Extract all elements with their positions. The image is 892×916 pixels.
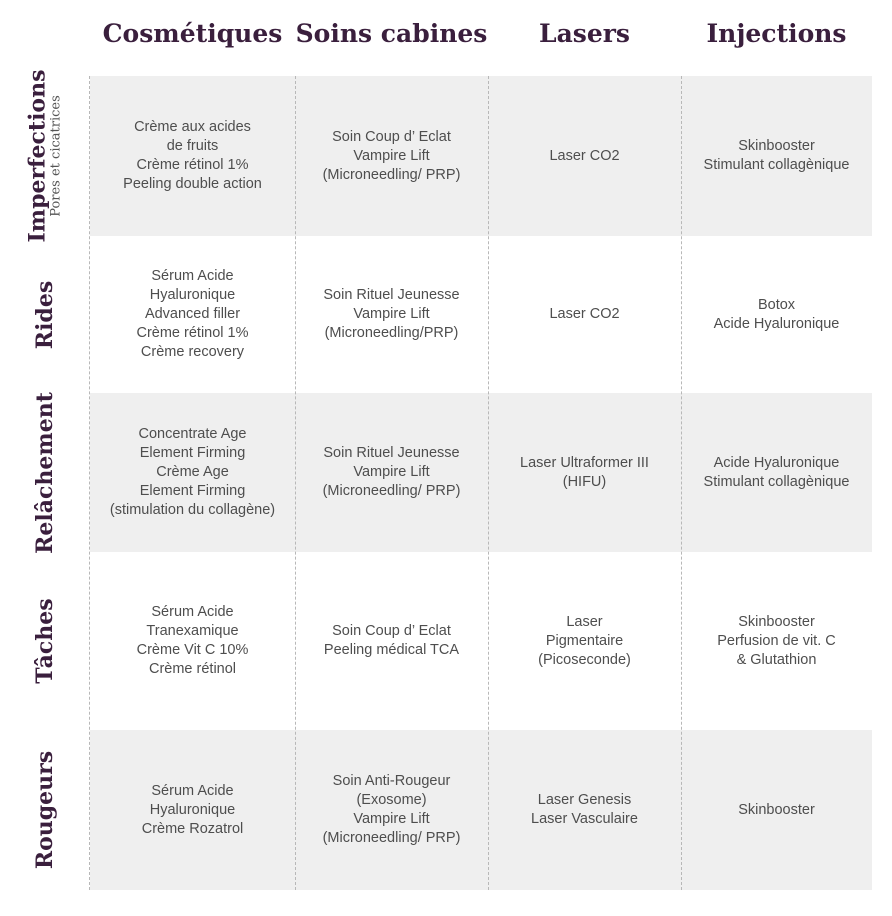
table-cell: Laser CO2 (549, 147, 620, 164)
table-cell: Botox Acide Hyaluronique (713, 296, 840, 332)
row-title: Rides (32, 280, 58, 349)
table-cell: Skinbooster (738, 801, 815, 818)
table-cell: Sérum Acide Tranexamique Crème Vit C 10% Crème rétinol (136, 604, 249, 677)
table-cell: Skinbooster Stimulant collagènique (703, 138, 850, 173)
table-cell: Laser Ultraformer III (HIFU) (520, 454, 649, 490)
table-cell: Laser CO2 (549, 306, 620, 322)
table-cell: Soin Rituel Jeunesse Vampire Lift (Microneedling/ PRP) (322, 445, 461, 499)
row-label-rides (0, 236, 90, 393)
column-header-cosmetiques: Cosmétiques (102, 19, 283, 48)
row-title: Rougeurs (32, 750, 58, 870)
table-cell: Sérum Acide Hyaluronique Advanced filler Crème rétinol 1% Crème recovery (136, 268, 249, 360)
table-cell: Soin Coup d’ Eclat Peeling médical TCA (323, 623, 460, 658)
column-header-soins-cabines: Soins cabines (295, 19, 488, 48)
table-cell: Sérum Acide Hyaluronique Crème Rozatrol (141, 782, 244, 837)
row-label-relachement (0, 393, 90, 552)
row-title: Relâchement (32, 391, 58, 554)
table-cell: Soin Anti-Rougeur (Exosome) Vampire Lift (Microneedling/ PRP) (322, 773, 461, 846)
table-cell: Crème aux acides de fruits Crème rétinol 1% Peeling double action (123, 119, 262, 192)
column-header-injections: Injections (706, 19, 847, 48)
column-header-lasers: Lasers (538, 19, 630, 48)
table-cell: Laser Pigmentaire (Picoseconde) (538, 613, 631, 668)
row-label-imperfections (0, 69, 90, 243)
table-cell: Acide Hyaluronique Stimulant collagènique (703, 454, 850, 490)
table-cell: Soin Rituel Jeunesse Vampire Lift (Microneedling/PRP) (323, 287, 460, 341)
row-title: Imperfections (24, 69, 51, 243)
row-label-rougeurs (0, 730, 90, 890)
row-title: Tâches (32, 598, 58, 684)
table-cell: Skinbooster Perfusion de vit. C & Glutathion (717, 613, 836, 668)
table-cell: Concentrate Age Element Firming Crème Age Element Firming (stimulation du collagène) (109, 426, 276, 518)
row-label-taches (0, 552, 90, 730)
row-subtitle: Pores et cicatrices (48, 95, 64, 217)
table-cell: Soin Coup d’ Eclat Vampire Lift (Microneedling/ PRP) (322, 128, 461, 183)
table-cell: Laser Genesis Laser Vasculaire (531, 792, 638, 827)
